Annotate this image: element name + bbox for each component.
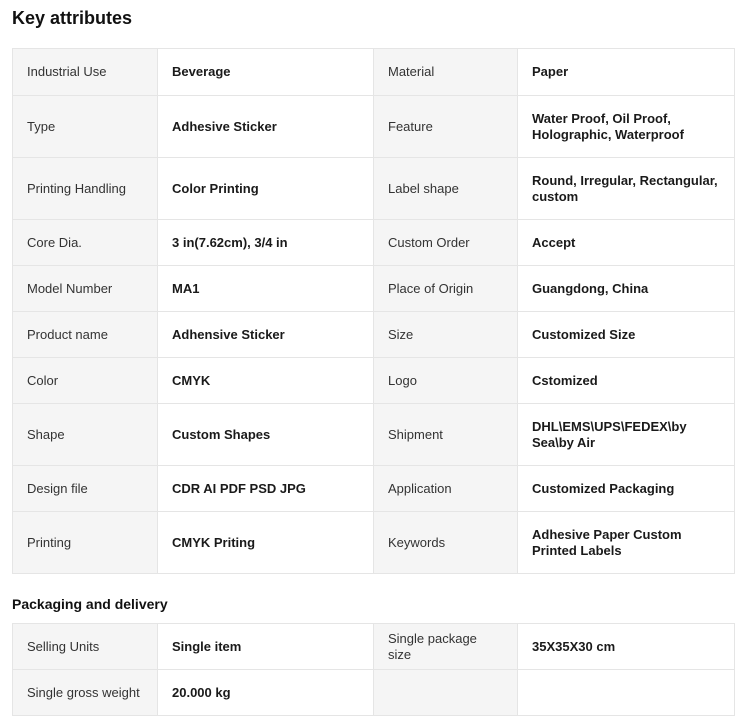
attribute-row	[13, 404, 735, 466]
attribute-label: Feature	[374, 96, 518, 158]
packaging-value: 35X35X30 cm	[518, 624, 735, 670]
packaging-heading: Packaging and delivery	[12, 596, 168, 612]
attribute-row	[13, 49, 735, 96]
attribute-label: Size	[374, 312, 518, 358]
attribute-label: Industrial Use	[13, 49, 158, 96]
attribute-value: Customized Packaging	[518, 466, 735, 512]
attribute-value: Adhensive Sticker	[158, 312, 374, 358]
attribute-label: Label shape	[374, 158, 518, 220]
attribute-row	[13, 96, 735, 158]
attribute-row	[13, 220, 735, 266]
attribute-label: Shipment	[374, 404, 518, 466]
attribute-value: Accept	[518, 220, 735, 266]
packaging-table	[12, 623, 735, 716]
attribute-row	[13, 312, 735, 358]
attribute-value: Paper	[518, 49, 735, 96]
attribute-row	[13, 158, 735, 220]
key-attributes-table	[12, 48, 735, 574]
attribute-value: DHL\EMS\UPS\FEDEX\by Sea\by Air	[518, 404, 735, 466]
attribute-label: Design file	[13, 466, 158, 512]
attribute-label: Core Dia.	[13, 220, 158, 266]
packaging-row	[13, 670, 735, 716]
packaging-label	[374, 670, 518, 716]
attribute-label: Product name	[13, 312, 158, 358]
attribute-value: MA1	[158, 266, 374, 312]
packaging-value: Single item	[158, 624, 374, 670]
attribute-label: Place of Origin	[374, 266, 518, 312]
attribute-row	[13, 466, 735, 512]
attribute-label: Logo	[374, 358, 518, 404]
attribute-label: Color	[13, 358, 158, 404]
attribute-value: Beverage	[158, 49, 374, 96]
attribute-label: Printing	[13, 512, 158, 574]
attribute-value: Adhesive Sticker	[158, 96, 374, 158]
packaging-value: 20.000 kg	[158, 670, 374, 716]
attribute-value: CMYK	[158, 358, 374, 404]
attribute-value: Water Proof, Oil Proof, Holographic, Waterproof	[518, 96, 735, 158]
attribute-value: Color Printing	[158, 158, 374, 220]
attribute-label: Type	[13, 96, 158, 158]
attribute-label: Keywords	[374, 512, 518, 574]
packaging-label: Single gross weight	[13, 670, 158, 716]
attribute-row	[13, 358, 735, 404]
attribute-value: Round, Irregular, Rectangular, custom	[518, 158, 735, 220]
packaging-value	[518, 670, 735, 716]
attribute-label: Material	[374, 49, 518, 96]
packaging-label: Selling Units	[13, 624, 158, 670]
attribute-label: Custom Order	[374, 220, 518, 266]
attribute-label: Model Number	[13, 266, 158, 312]
key-attributes-heading: Key attributes	[12, 8, 133, 28]
attribute-value: Guangdong, China	[518, 266, 735, 312]
attribute-value: Cstomized	[518, 358, 735, 404]
packaging-label: Single package size	[374, 624, 518, 670]
packaging-row	[13, 624, 735, 670]
attribute-row	[13, 266, 735, 312]
attribute-label: Application	[374, 466, 518, 512]
attribute-value: 3 in(7.62cm), 3/4 in	[158, 220, 374, 266]
attribute-value: Adhesive Paper Custom Printed Labels	[518, 512, 735, 574]
attribute-label: Shape	[13, 404, 158, 466]
attribute-label: Printing Handling	[13, 158, 158, 220]
attribute-value: Customized Size	[518, 312, 735, 358]
attribute-value: CDR AI PDF PSD JPG	[158, 466, 374, 512]
attribute-row	[13, 512, 735, 574]
attribute-value: CMYK Priting	[158, 512, 374, 574]
attribute-value: Custom Shapes	[158, 404, 374, 466]
